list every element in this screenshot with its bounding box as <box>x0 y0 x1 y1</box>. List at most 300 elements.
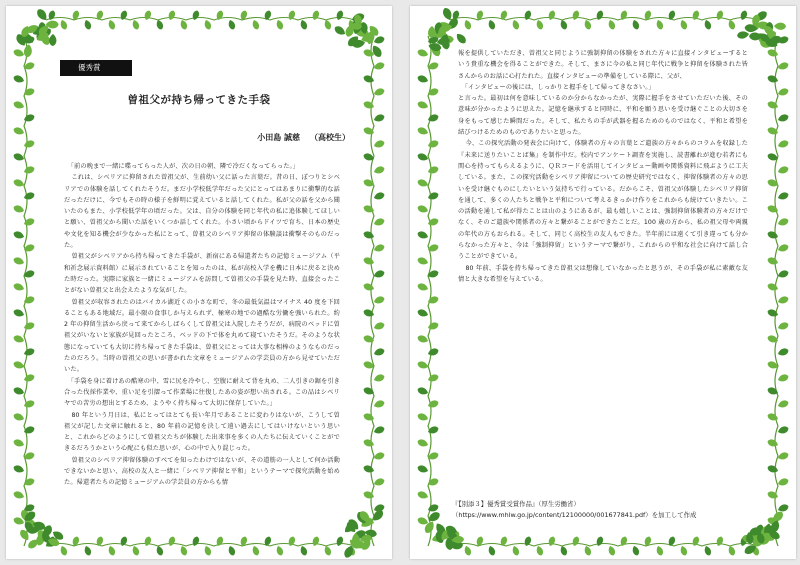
leaf <box>756 531 766 544</box>
leaf <box>353 13 363 27</box>
leaf <box>373 113 386 123</box>
leaf <box>13 360 26 370</box>
leaf <box>767 464 780 474</box>
leaf <box>71 536 80 547</box>
leaf <box>763 29 778 43</box>
leaf <box>26 23 40 35</box>
leaf <box>741 534 754 544</box>
paragraph: 報を提供していただき、曽祖父と同じように強制抑留の体験をされた方々に直接インタビューするという貴重な機会を得ることができた。そして、まさに今の私と同じ年代に戦争と抑留を体験された皆さんからのお話に心打たれた。直接インタビューの準備をしている際に、父が、 <box>458 50 748 80</box>
leaf <box>363 152 376 162</box>
leaf <box>417 178 430 188</box>
leaf <box>363 386 376 396</box>
leaf <box>360 32 375 43</box>
leaf <box>445 537 455 551</box>
leaf <box>487 19 496 30</box>
leaf <box>46 21 59 29</box>
leaf <box>427 139 440 149</box>
leaf <box>299 545 308 556</box>
vine-stem <box>428 36 431 546</box>
leaf <box>37 23 51 37</box>
leaf <box>427 61 440 71</box>
leaf <box>427 425 440 435</box>
leaf <box>754 524 765 539</box>
leaf <box>311 10 320 21</box>
leaf <box>427 451 440 461</box>
leaf <box>13 74 26 84</box>
leaf <box>427 269 440 279</box>
essay-body-left <box>64 161 340 489</box>
leaf <box>769 519 781 534</box>
leaf <box>143 536 152 547</box>
leaf <box>155 19 164 30</box>
leaf <box>351 538 366 550</box>
leaf <box>767 334 780 344</box>
leaf <box>35 30 50 43</box>
leaf <box>427 191 440 201</box>
leaf <box>119 10 128 21</box>
essay-body-right <box>458 48 748 285</box>
leaf <box>607 545 616 556</box>
leaf <box>427 347 440 357</box>
leaf <box>13 152 26 162</box>
leaf <box>13 204 26 214</box>
leaf <box>777 399 790 409</box>
leaf <box>767 438 780 448</box>
leaf <box>463 545 472 556</box>
leaf <box>23 217 36 227</box>
leaf <box>347 19 356 30</box>
leaf <box>352 533 361 547</box>
leaf <box>38 26 53 40</box>
leaf <box>23 165 36 175</box>
leaf <box>131 545 140 556</box>
leaf <box>23 503 36 513</box>
leaf <box>417 126 430 136</box>
leaf <box>359 534 372 544</box>
leaf <box>762 531 776 543</box>
leaf <box>452 536 464 544</box>
credit-title: 『【別添３】優秀賞受賞作品』（厚生労働省） <box>452 500 580 508</box>
leaf <box>348 537 362 550</box>
leaf <box>363 464 376 474</box>
leaf <box>23 269 36 279</box>
vine-stem <box>450 18 758 21</box>
leaf <box>41 524 54 539</box>
leaf <box>191 536 200 547</box>
leaf <box>370 44 383 59</box>
leaf <box>363 360 376 370</box>
leaf <box>363 126 376 136</box>
leaf <box>754 9 769 23</box>
leaf <box>203 545 212 556</box>
leaf <box>427 321 440 331</box>
leaf <box>744 24 758 33</box>
paragraph: 80 年前、手袋を持ち帰ってきた曽祖父は想像していなかったと思うが、その手袋が私に素敵な友情と大きな希望を与えている。 <box>458 264 748 283</box>
leaf <box>299 19 308 30</box>
leaf <box>439 23 453 34</box>
leaf <box>49 34 57 46</box>
leaf <box>363 204 376 214</box>
credit-url: （https://www.mhlw.go.jp/content/12100000/001677841.pdf）を加工して作成 <box>452 511 697 519</box>
author-name: 小田島 誠慈 <box>257 133 300 142</box>
leaf <box>239 10 248 21</box>
leaf <box>445 529 459 542</box>
leaf <box>239 536 248 547</box>
leaf <box>371 508 386 523</box>
leaf <box>475 536 484 547</box>
leaf <box>23 139 36 149</box>
leaf <box>748 530 763 545</box>
leaf <box>36 528 49 543</box>
leaf <box>436 21 450 31</box>
leaf <box>18 528 31 542</box>
leaf <box>351 12 366 24</box>
leaf <box>373 139 386 149</box>
leaf <box>355 510 368 525</box>
leaf <box>363 256 376 266</box>
leaf <box>13 48 26 58</box>
leaf <box>547 536 556 547</box>
leaf <box>417 438 430 448</box>
leaf <box>363 48 376 58</box>
leaf <box>767 74 780 84</box>
leaf <box>691 10 700 21</box>
leaf <box>774 22 786 30</box>
leaf <box>743 543 758 556</box>
leaf <box>23 399 36 409</box>
leaf <box>767 529 781 541</box>
leaf <box>346 517 361 532</box>
leaf <box>23 295 36 305</box>
leaf <box>703 19 712 30</box>
leaf <box>26 537 40 550</box>
leaf <box>23 520 36 534</box>
leaf <box>595 536 604 547</box>
leaf <box>764 37 779 49</box>
leaf <box>44 536 59 550</box>
leaf <box>227 545 236 556</box>
leaf <box>143 10 152 21</box>
leaf <box>777 35 790 45</box>
leaf <box>417 204 430 214</box>
leaf <box>655 19 664 30</box>
paragraph: 80 年という月日は、私にとってはとても長い年月であることに変わりはないが、こうして曽祖父が記した文章に触れると、80 年前の記憶を決して遠い過去にしてはいけないという思いと、これからどのようにして曽祖父たちが体験した出来事を多くの人たちに伝えていくことができるだろうかという心配にも似た思いが、心の中で入り混じった。 <box>64 411 340 453</box>
leaf <box>559 19 568 30</box>
leaf <box>13 438 26 448</box>
leaf <box>751 545 760 556</box>
leaf <box>727 545 736 556</box>
paragraph: 「インタビューの後には、しっかりと握手をして帰ってきなさい。」 <box>461 83 655 91</box>
leaf <box>417 308 430 318</box>
leaf <box>767 48 780 58</box>
leaf <box>427 87 440 97</box>
leaf <box>619 10 628 21</box>
leaf <box>251 19 260 30</box>
leaf <box>350 22 362 29</box>
leaf <box>23 373 36 383</box>
leaf <box>363 74 376 84</box>
leaf <box>13 386 26 396</box>
leaf <box>446 529 460 539</box>
leaf <box>275 19 284 30</box>
leaf <box>179 545 188 556</box>
leaf <box>441 7 453 22</box>
vine-stem <box>450 544 758 547</box>
leaf <box>23 425 36 435</box>
leaf <box>20 25 32 39</box>
leaf <box>20 31 35 45</box>
leaf <box>13 230 26 240</box>
leaf <box>523 536 532 547</box>
leaf <box>373 321 386 331</box>
leaf <box>417 230 430 240</box>
leaf <box>762 23 776 36</box>
leaf <box>559 545 568 556</box>
leaf <box>13 490 26 500</box>
leaf <box>447 529 462 544</box>
leaf <box>752 537 766 548</box>
leaf <box>179 19 188 30</box>
leaf <box>47 536 56 547</box>
leaf <box>451 10 460 21</box>
leaf <box>511 545 520 556</box>
leaf <box>631 19 640 30</box>
leaf <box>679 19 688 30</box>
leaf <box>737 30 750 39</box>
leaf <box>417 100 430 110</box>
leaf <box>429 43 442 58</box>
leaf <box>739 10 748 21</box>
leaf <box>765 22 773 34</box>
leaf <box>583 545 592 556</box>
leaf <box>777 243 790 253</box>
leaf <box>619 536 628 547</box>
paragraph: 今、この探究活動の発表会に向けて、体験者の方々の言葉とご遺族の方々からのコラムを収録した『未来に送りたいことば集』を制作中だ。校内でアンケート調査を実施し、読書離れが進む若者にも関心を持ってもらえるように、ＱＲコードを活用してインタビュー動画や関係資料に飛ぶように工夫している。また、この探究活動をシベリア抑留についての歴史研究ではなく、抑留体験者の方々の思いを受け継ぐものにしたいという気持ちで行っている。だからこそ、曽祖父が体験したシベリア抑留を通して、多くの人たちと戦争と平和について考えるきっかけ作りをこれからも続けていきたい。この活動を通して私が得たことは山のようにあるが、最も嬉しいことは、強制抑留体験者の方々だけでなく、そのご遺族や関係者の方々と繋がることができたことだ。100 歳の方から、私の祖父母や両親の年代の方もおられる。そして、同じく高校生の友人もできた。半年前には遠くて引き違っても分からなかった方々と、今は「強制抑留」というテーマで繋がり、これからの平和な社会に向けて話し合うことができている。 <box>458 140 748 261</box>
leaf <box>287 536 296 547</box>
leaf <box>373 425 386 435</box>
leaf <box>427 503 440 513</box>
leaf <box>167 536 176 547</box>
leaf <box>51 529 65 542</box>
leaf <box>347 545 356 556</box>
leaf <box>499 10 508 21</box>
paragraph: 曽祖父がシベリアから持ち帰ってきた手袋が、新宿にある帰還者たちの記憶ミュージアム（平和祈念展示資料館）に展示されていることを知ったのは、私が高校入学を機に日本に戻ると決めた時だった。実際に家族と一緒にミュージアムを訪問して曽祖父の手袋を見た時、直接会ったことがない曽祖父と出会えたような気がした。 <box>64 253 340 295</box>
leaf <box>767 256 780 266</box>
leaf <box>345 520 358 534</box>
leaf <box>438 26 445 38</box>
leaf <box>342 544 355 559</box>
leaf <box>547 10 556 21</box>
leaf <box>373 191 386 201</box>
leaf <box>777 295 790 305</box>
leaf <box>427 295 440 305</box>
leaf <box>335 536 344 547</box>
leaf <box>47 537 61 548</box>
leaf <box>767 386 780 396</box>
leaf <box>428 42 442 52</box>
leaf <box>417 48 430 58</box>
leaf <box>767 360 780 370</box>
leaf <box>373 35 386 45</box>
paragraph: と言った。最初は何を意味しているのか分からなかったが、実際に握手をさせていただいた後、その意味が分かったように思えた。記憶を継承すると同時に、平和を願う思いを受け継ぐことの大切さを身をもって感じた瞬間だった。そして、私たちの手が武器を握るためのものではなく、平和と希望を結びつけるためのものでありたいと思った。 <box>458 95 748 137</box>
leaf <box>39 31 52 46</box>
leaf <box>727 19 736 30</box>
leaf <box>352 39 366 49</box>
leaf <box>767 412 780 422</box>
leaf <box>417 360 430 370</box>
leaf <box>757 31 771 44</box>
leaf <box>13 282 26 292</box>
leaf <box>595 10 604 21</box>
leaf <box>373 61 386 71</box>
leaf <box>777 347 790 357</box>
leaf <box>203 19 212 30</box>
leaf <box>426 510 441 524</box>
leaf <box>23 61 36 71</box>
leaf <box>13 308 26 318</box>
leaf <box>777 61 790 71</box>
leaf <box>119 536 128 547</box>
vine-stem <box>46 18 354 21</box>
leaf <box>440 35 453 44</box>
leaf <box>487 545 496 556</box>
leaf <box>777 451 790 461</box>
leaf <box>333 24 347 37</box>
leaf <box>358 509 372 524</box>
leaf <box>427 113 440 123</box>
leaf <box>767 230 780 240</box>
leaf <box>451 536 460 547</box>
leaf <box>475 10 484 21</box>
leaf <box>23 477 36 487</box>
leaf <box>423 520 436 535</box>
leaf <box>359 516 374 529</box>
leaf <box>767 282 780 292</box>
leaf <box>23 517 38 529</box>
leaf <box>32 520 47 532</box>
source-credit <box>452 499 782 521</box>
leaf <box>679 545 688 556</box>
leaf <box>365 31 375 45</box>
leaf <box>373 347 386 357</box>
leaf <box>445 524 459 535</box>
leaf <box>777 113 790 123</box>
leaf <box>13 516 26 526</box>
leaf <box>360 538 373 552</box>
vine-stem <box>371 36 374 546</box>
leaf <box>363 490 376 500</box>
leaf <box>352 22 363 36</box>
leaf <box>643 536 652 547</box>
leaf <box>427 477 440 487</box>
leaf <box>263 536 272 547</box>
leaf <box>35 532 46 547</box>
leaf <box>83 19 92 30</box>
leaf <box>311 536 320 547</box>
leaf <box>431 533 445 544</box>
leaf <box>768 34 783 46</box>
vine-stem <box>46 544 354 547</box>
paragraph: 「手袋を身に着けあの酷寒の中、雪に尻を冷やし、空腹に耐えて背を丸め、二人引きの鋸を引き合った伐採作業や、重い足を引摺って作業場に往復したあの姿が想い出される。この品はシベリヤでの苦労の想出とするため、ようやく持ち帰って大切に保存していた。」 <box>64 377 340 408</box>
leaf <box>777 425 790 435</box>
leaf <box>417 74 430 84</box>
leaf <box>643 10 652 21</box>
leaf <box>427 243 440 253</box>
leaf <box>19 508 32 523</box>
leaf <box>363 412 376 422</box>
leaf <box>437 525 447 539</box>
leaf <box>363 438 376 448</box>
leaf <box>777 191 790 201</box>
leaf <box>703 545 712 556</box>
vine-stem <box>24 36 27 546</box>
leaf <box>373 217 386 227</box>
leaf <box>417 256 430 266</box>
leaf <box>360 22 369 35</box>
leaf <box>417 282 430 292</box>
leaf <box>427 373 440 383</box>
leaf <box>777 217 790 227</box>
leaf <box>23 321 36 331</box>
leaf <box>428 26 436 38</box>
leaf <box>767 126 780 136</box>
leaf <box>655 545 664 556</box>
leaf <box>745 532 754 545</box>
leaf <box>40 530 52 544</box>
leaf <box>350 16 363 31</box>
leaf <box>439 528 452 542</box>
leaf <box>446 17 461 32</box>
leaf <box>107 545 116 556</box>
leaf <box>23 113 36 123</box>
leaf <box>95 536 104 547</box>
leaf <box>323 19 332 30</box>
leaf <box>23 35 36 45</box>
leaf <box>95 10 104 21</box>
leaf <box>323 545 332 556</box>
leaf <box>535 19 544 30</box>
leaf <box>167 10 176 21</box>
leaf <box>191 10 200 21</box>
leaf <box>373 165 386 175</box>
leaf <box>434 530 446 544</box>
leaf <box>13 126 26 136</box>
leaf <box>450 541 464 550</box>
paragraph: 「前の晩まで一緒に喋ってらった人が、次の日の朝、隣で冷だくなってらった。」 <box>67 163 300 170</box>
leaf <box>59 545 68 556</box>
leaf <box>107 19 116 30</box>
leaf <box>38 22 46 35</box>
leaf <box>756 21 770 30</box>
award-badge: 優秀賞 <box>60 60 132 76</box>
leaf <box>427 165 440 175</box>
author-line <box>257 132 350 143</box>
leaf <box>763 523 773 537</box>
leaf <box>417 490 430 500</box>
author-grade: （高校生） <box>310 133 350 142</box>
leaf <box>571 536 580 547</box>
leaf <box>59 19 68 30</box>
leaf <box>23 44 33 58</box>
leaf <box>363 178 376 188</box>
leaf <box>751 19 760 30</box>
leaf <box>760 526 769 540</box>
leaf <box>756 31 769 46</box>
leaf <box>631 545 640 556</box>
leaf <box>427 35 440 45</box>
leaf <box>760 39 774 48</box>
leaf <box>23 191 36 201</box>
